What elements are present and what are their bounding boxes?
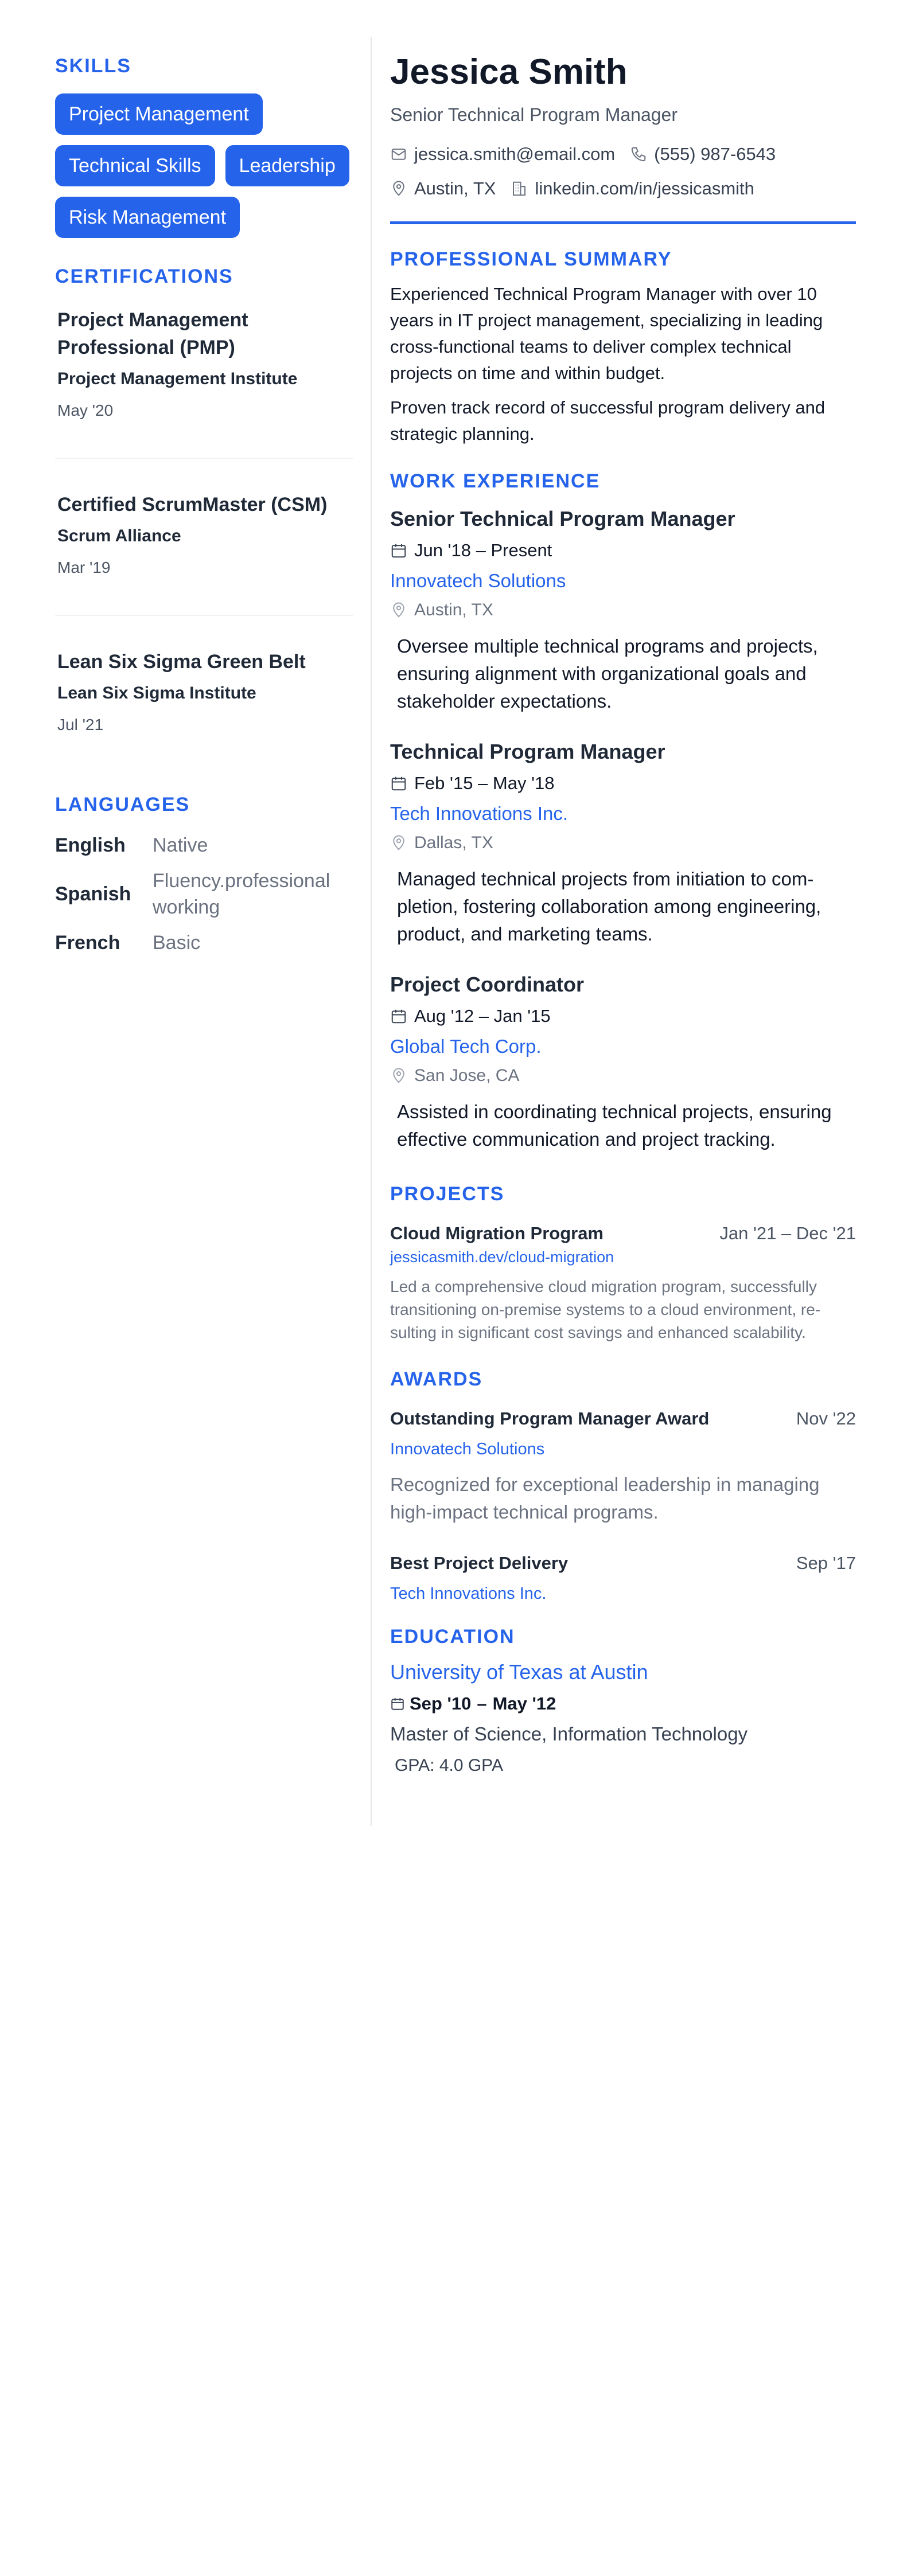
certification-date: Mar '19	[57, 559, 111, 576]
job-location	[390, 598, 856, 622]
experience-section	[390, 470, 856, 1153]
gpa-value: 4.0 GPA	[439, 1756, 503, 1775]
job-company: Innovatech Solutions	[390, 570, 566, 591]
job-description: Oversee multiple technical programs and projects, ensuring alignment with organizational goals and stakeholder expectations.	[397, 635, 818, 712]
job-location-text: Austin, TX	[414, 600, 493, 619]
project-description: Led a comprehensive cloud migration program, successfully transitioning on-premise systems to a cloud environment, resulting in significant cost savings and enhanced scalability.	[390, 1278, 821, 1341]
job-description: Managed technical projects from initiation to completion, fostering collaboration among engineering, product, and marketing teams.	[397, 868, 822, 944]
certifications-title: CERTIFICATIONS	[55, 266, 233, 287]
job-item	[390, 505, 856, 715]
education-end: May '12	[492, 1693, 556, 1714]
linkedin-contact[interactable]	[511, 177, 754, 201]
job-dates	[390, 771, 856, 795]
job-title: Senior Technical Program Manager	[390, 507, 735, 530]
job-title: Project Coordinator	[390, 973, 585, 996]
languages-title: LANGUAGES	[55, 794, 190, 815]
language-name: French	[55, 932, 120, 954]
education-degree: Master of Science, Information Technology	[390, 1723, 748, 1744]
location-pin-icon	[390, 834, 407, 852]
project-header	[390, 1221, 856, 1246]
experience-title: WORK EXPERIENCE	[390, 470, 601, 492]
job-dates	[390, 538, 856, 563]
job-location-text: Dallas, TX	[414, 833, 493, 852]
calendar-icon	[390, 1696, 405, 1711]
summary-paragraph: Experienced Technical Program Manager with over 10 years in IT project management, specializing in leading cross-functional teams to deliver complex technical projects on time and within budget.	[390, 284, 823, 383]
certification-item	[55, 616, 353, 736]
mail-icon	[390, 146, 407, 163]
education-title: EDUCATION	[390, 1626, 515, 1648]
phone-contact[interactable]	[630, 142, 776, 166]
projects-title: PROJECTS	[390, 1183, 505, 1205]
education-section	[390, 1626, 856, 1778]
project-name: Cloud Migration Program	[390, 1223, 604, 1243]
building-icon	[511, 180, 528, 197]
certification-name: Certified ScrumMaster (CSM)	[57, 494, 328, 516]
certifications-list	[55, 288, 353, 736]
language-name: Spanish	[55, 883, 131, 905]
language-row	[55, 930, 353, 956]
left-column	[55, 55, 353, 965]
contact-row	[390, 177, 856, 201]
right-column	[390, 52, 856, 1778]
job-location	[390, 831, 856, 855]
location-contact	[390, 177, 496, 201]
job-description: Assisted in coordinating technical projects, ensuring effective communication and project tracking.	[397, 1101, 832, 1150]
award-header	[390, 1407, 856, 1431]
job-location	[390, 1064, 856, 1088]
language-level: Basic	[153, 932, 201, 954]
skill-chip: Technical Skills	[55, 145, 215, 186]
summary-paragraph: Proven track record of successful program delivery and strategic planning.	[390, 397, 826, 444]
gpa-label: GPA:	[395, 1756, 435, 1775]
job-company: Global Tech Corp.	[390, 1036, 542, 1057]
award-date: Nov '22	[796, 1408, 856, 1428]
projects-section	[390, 1183, 856, 1344]
job-dates-text: Aug '12 – Jan '15	[414, 1006, 551, 1026]
award-item	[390, 1407, 856, 1526]
project-dates: Jan '21 – Dec '21	[719, 1223, 856, 1243]
award-date: Sep '17	[796, 1553, 856, 1573]
job-company: Tech Innovations Inc.	[390, 803, 569, 824]
certification-name: Project Management Professional (PMP)	[57, 309, 248, 358]
location-pin-icon	[390, 602, 407, 619]
award-name: Outstanding Program Manager Award	[390, 1408, 710, 1428]
calendar-icon	[390, 1008, 407, 1025]
email-contact[interactable]	[390, 142, 615, 166]
education-gpa	[390, 1754, 856, 1778]
contact-row	[390, 142, 856, 166]
certification-name: Lean Six Sigma Green Belt	[57, 651, 306, 673]
language-name: English	[55, 834, 126, 856]
header-rule	[390, 221, 856, 224]
date-separator: –	[477, 1693, 487, 1714]
calendar-icon	[390, 542, 407, 559]
language-row	[55, 832, 353, 858]
skills-title: SKILLS	[55, 55, 131, 77]
award-description: Recognized for exceptional leadership in managing high-impact technical programs.	[390, 1474, 820, 1523]
awards-title: AWARDS	[390, 1368, 483, 1390]
award-header	[390, 1551, 856, 1575]
location-text: Austin, TX	[414, 178, 496, 198]
summary-body	[390, 281, 856, 447]
skill-chip: Project Management	[55, 93, 263, 135]
location-pin-icon	[390, 180, 407, 197]
candidate-name: Jessica Smith	[390, 52, 628, 92]
award-org: Innovatech Solutions	[390, 1440, 545, 1458]
award-item	[390, 1551, 856, 1605]
language-row	[55, 868, 353, 920]
email-text: jessica.smith@email.com	[414, 144, 616, 164]
job-title: Technical Program Manager	[390, 740, 665, 763]
education-dates	[390, 1692, 856, 1716]
job-item	[390, 738, 856, 948]
job-dates-text: Jun '18 – Present	[414, 540, 552, 560]
job-item	[390, 971, 856, 1153]
language-level: Native	[153, 834, 208, 856]
job-dates-text: Feb '15 – May '18	[414, 773, 555, 793]
summary-title: PROFESSIONAL SUMMARY	[390, 248, 672, 270]
job-location-text: San Jose, CA	[414, 1066, 520, 1085]
certification-item	[55, 288, 353, 422]
languages-list	[55, 832, 353, 956]
certification-issuer: Scrum Alliance	[57, 526, 181, 545]
summary-section	[390, 248, 856, 447]
job-dates	[390, 1004, 856, 1028]
education-start: Sep '10	[410, 1693, 472, 1714]
linkedin-text: linkedin.com/in/jessicasmith	[535, 178, 754, 198]
column-divider	[371, 37, 372, 1826]
certification-item	[55, 459, 353, 579]
skill-chip: Leadership	[225, 145, 349, 186]
language-level: Fluency.professional working	[153, 870, 330, 918]
phone-icon	[630, 146, 647, 163]
phone-text: (555) 987-6543	[654, 144, 776, 164]
certification-date: May '20	[57, 401, 114, 419]
award-name: Best Project Delivery	[390, 1553, 569, 1573]
location-pin-icon	[390, 1067, 407, 1084]
calendar-icon	[390, 775, 407, 792]
project-link[interactable]: jessicasmith.dev/cloud-migration	[390, 1248, 614, 1266]
certification-date: Jul '21	[57, 716, 104, 733]
skill-chip: Risk Management	[55, 197, 240, 238]
certification-issuer: Lean Six Sigma Institute	[57, 684, 256, 702]
awards-section	[390, 1368, 856, 1605]
skills-list	[55, 93, 353, 238]
award-org: Tech Innovations Inc.	[390, 1584, 547, 1603]
education-school: University of Texas at Austin	[390, 1660, 648, 1684]
candidate-title: Senior Technical Program Manager	[390, 104, 678, 125]
certification-issuer: Project Management Institute	[57, 369, 298, 388]
